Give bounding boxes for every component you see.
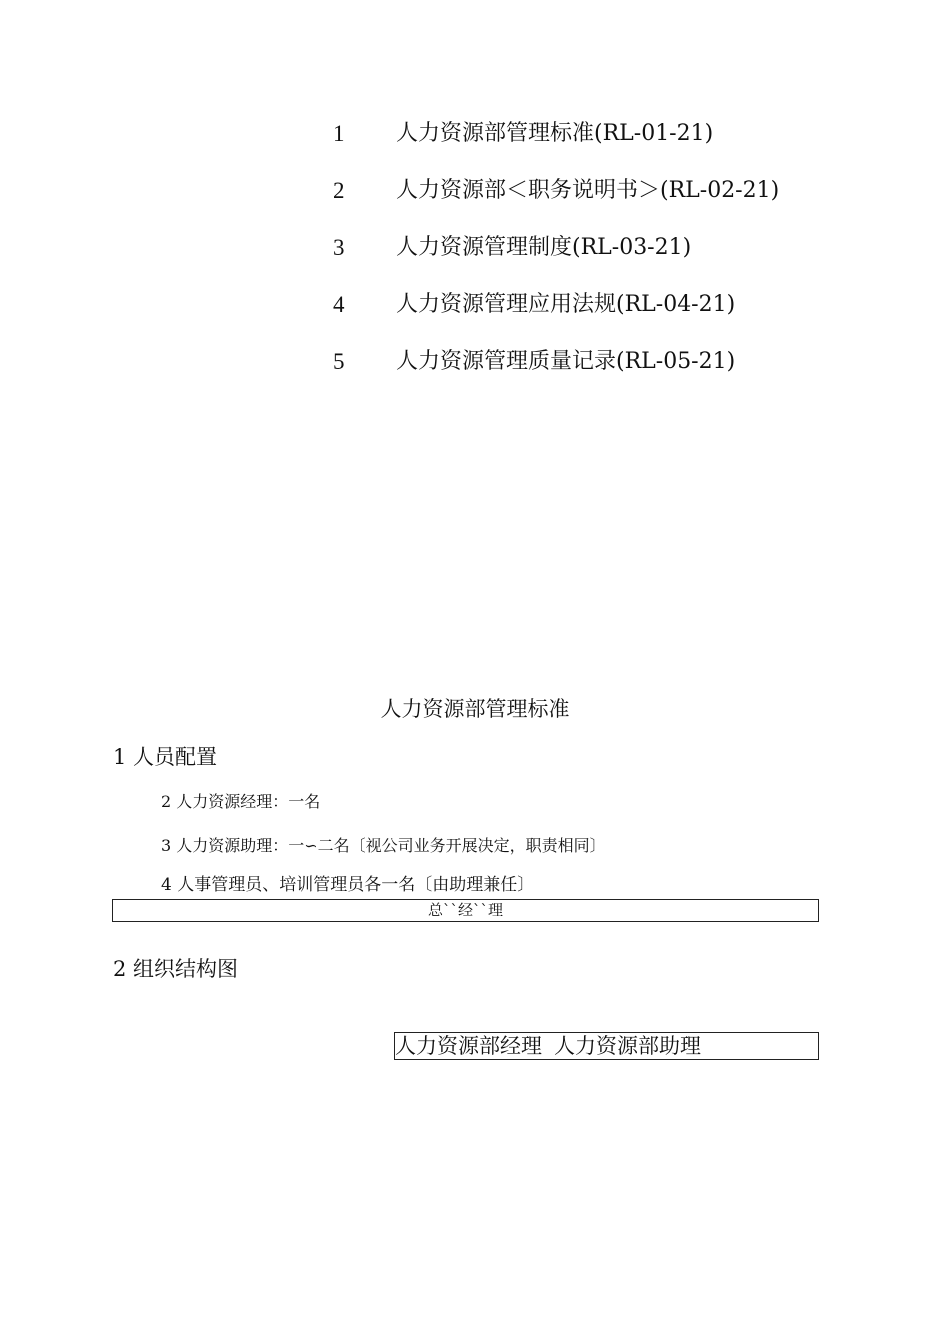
toc-item-number: 5: [333, 349, 345, 374]
toc-item-number: 3: [333, 235, 345, 260]
toc-item: [0, 287, 950, 323]
section-heading-staffing: 1 人员配置: [113, 745, 218, 769]
toc-item: [0, 230, 950, 266]
section-heading-org-chart: 2 组织结构图: [113, 957, 239, 981]
toc-item-title: 人力资源管理质量记录(RL-05-21): [396, 349, 736, 374]
org-node-hr-manager: 人力资源部经理: [395, 1034, 542, 1058]
org-box-hr-department: [394, 1032, 819, 1060]
toc-item-number: 2: [333, 178, 345, 203]
org-node-hr-assistant: 人力资源部助理: [554, 1034, 701, 1058]
org-box-general-manager: 总``经``理: [112, 899, 819, 922]
toc-item-number: 4: [333, 292, 345, 317]
toc-item-title: 人力资源管理制度(RL-03-21): [396, 235, 692, 260]
staff-line-personnel-admin: 4 人事管理员、培训管理员各一名〔由助理兼任〕: [161, 875, 535, 895]
toc-item-title: 人力资源部＜职务说明书＞(RL-02-21): [396, 178, 780, 203]
staff-line-hr-manager: 2 人力资源经理：一名: [161, 792, 321, 811]
document-title: 人力资源部管理标准: [380, 697, 570, 721]
toc-item-title: 人力资源管理应用法规(RL-04-21): [396, 292, 736, 317]
toc-item-title: 人力资源部管理标准(RL-01-21): [396, 121, 714, 146]
toc-item: [0, 173, 950, 209]
toc-item: [0, 344, 950, 380]
staff-line-hr-assistant: 3 人力资源助理：一∽二名〔视公司业务开展决定，职责相同〕: [161, 836, 606, 855]
toc-item-number: 1: [333, 121, 345, 146]
toc-item: [0, 116, 950, 152]
